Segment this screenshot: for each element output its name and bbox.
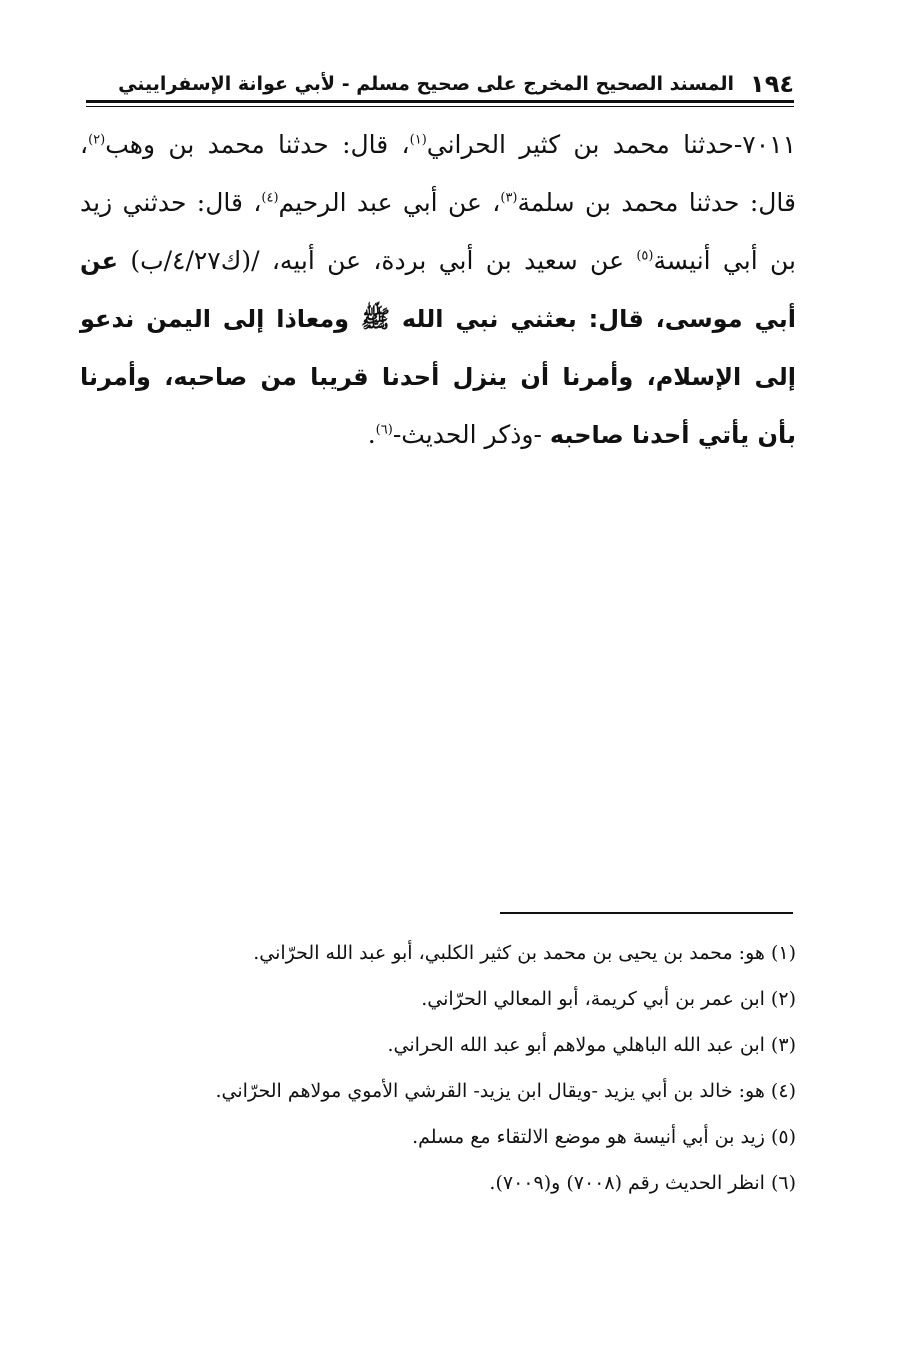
text-segment: ، قال: حدثنا محمد بن وهب <box>105 130 410 159</box>
running-title: المسند الصحيح المخرج على صحيح مسلم - لأبي عوانة الإسفراييني <box>118 73 735 95</box>
text-segment: ، قال: حدثني زيد بن أبي أنيسة <box>80 188 796 275</box>
hadith-matn-bold: عن أبي موسى، قال: بعثني نبي الله ﷺ ومعاذا إلى اليمن ندعو إلى الإسلام، وأمرنا أن ينزل أحدنا قريبا من صاحبه، وأمرنا بأن يأتي أحدنا صاحبه <box>80 247 796 449</box>
footnote-item: (٥) زيد بن أبي أنيسة هو موضع الالتقاء مع مسلم. <box>412 1126 796 1148</box>
footnote-ref-3: (٣) <box>500 190 518 206</box>
footnote-item: (١) هو: محمد بن يحيى بن محمد بن كثير الكلبي، أبو عبد الله الحرّاني. <box>253 942 796 964</box>
text-segment: . <box>367 420 376 449</box>
footnote-item: (٦) انظر الحديث رقم (٧٠٠٨) و(٧٠٠٩). <box>489 1172 796 1194</box>
footnote-ref-2: (٢) <box>88 132 106 148</box>
footnotes-list <box>120 930 796 1206</box>
text-segment: ، قال: حدثنا محمد بن سلمة <box>80 130 796 217</box>
text-segment: ، عن أبي عبد الرحيم <box>278 188 501 217</box>
text-segment: -وذكر الحديث- <box>392 420 550 449</box>
page-header <box>86 66 794 102</box>
footnote-item: (٣) ابن عبد الله الباهلي مولاهم أبو عبد الله الحراني. <box>387 1034 796 1056</box>
footnote-ref-1: (١) <box>409 132 427 148</box>
text-segment: ٧٠١١-حدثنا محمد بن كثير الحراني <box>426 130 796 159</box>
header-rule-thin <box>86 106 794 107</box>
footnote-separator <box>500 912 793 914</box>
hadith-text <box>80 116 796 464</box>
text-segment: عن سعيد بن أبي بردة، عن أبيه، /(ك٤/٢٧/ب) <box>118 246 637 275</box>
hadith-paragraph <box>80 116 796 464</box>
header-rule-thick <box>86 100 794 103</box>
page-number: ١٩٤ <box>750 70 794 98</box>
footnote-item: (٤) هو: خالد بن أبي يزيد -ويقال ابن يزيد- القرشي الأموي مولاهم الحرّاني. <box>215 1080 796 1102</box>
footnote-ref-6: (٦) <box>375 422 393 438</box>
footnote-item: (٢) ابن عمر بن أبي كريمة، أبو المعالي الحرّاني. <box>421 988 796 1010</box>
footnote-ref-5: (٥) <box>636 248 654 264</box>
footnote-ref-4: (٤) <box>261 190 279 206</box>
